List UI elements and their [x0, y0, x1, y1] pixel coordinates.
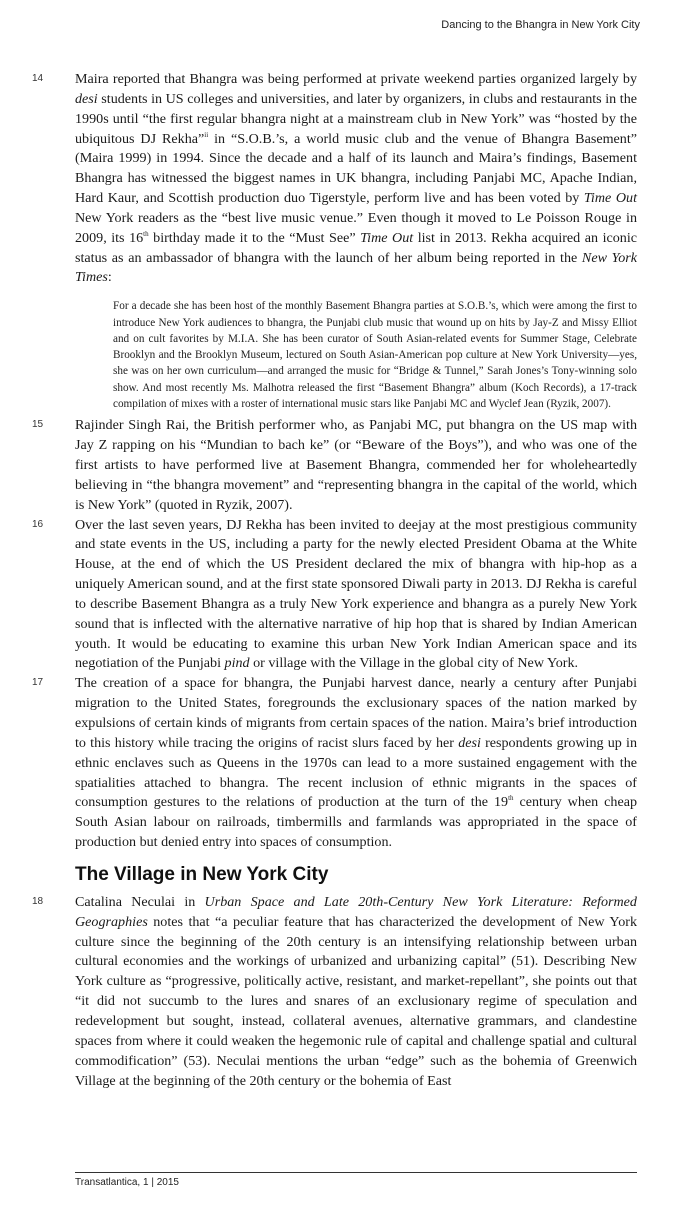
- footer-citation: Transatlantica, 1 | 2015: [75, 1177, 179, 1188]
- paragraph-14: [32, 70, 638, 288]
- page-body: [0, 70, 700, 1091]
- paragraph-15: [32, 416, 637, 515]
- block-quote: For a decade she has been host of the monthly Basement Bhangra parties at S.O.B.’s, which were among the first to introduce New York audiences to bhangra, the Punjabi club music that wound up on hits by Jay-Z and Missy Elliot and on cult favorites by M.I.A. She has been curator of South Asian-related events for Summer Stage, Celebrate Brooklyn and the Brooklyn Museum, lectured on South Asian-American pop culture at New York University—yes, she was on her own curriculum—and arranged the music for “Bridge & Tunnel,” Sarah Jones’s Tony-winning solo show. And most recently Ms. Malhotra released the first “Basement Bhangra” album (Koch Records), a 17-track compilation of mixes with a roster of international music stars like Panjabi MC and Wyclef Jean (Ryzik, 2007).: [113, 300, 637, 411]
- paragraph-text: Over the last seven years, DJ Rekha has been invited to deejay at the most prestigious community and state events in the US, including a party for the newly elected President Obama at the White House, at the end of which the US President declared the mix of bhangra with hip-hop as a uniquely American sound, and at the first state sponsored Diwali party in 2013. DJ Rekha is careful to describe Basement Bhangra as a truly New York experience and bhangra as a purely New York sound that is inflected with the alternative narrative of hip hop that is shared by Indian American youth. It would be educating to examine this urban New York Indian American space and its negotiation of the Punjabi pind or village with the Village in the global city of New York.: [75, 516, 637, 672]
- paragraph-number: 14: [32, 73, 44, 84]
- paragraph-text: Catalina Neculai in Urban Space and Late 20th-Century New York Literature: Reformed Geographies notes that “a peculiar feature that has characterized the development of New York culture since the beginning of the 20th century is an intensifying relationship between urban cultural economies and the workings of urbanized and urbanizing capital” (51). Describing New York culture as “progressive, politically active, resistant, and market-repellant”, she points out that “it did not succumb to the lures and snares of an exclusionary regime of speculation and redevelopment but sought, instead, collateral avenues, alternative grammars, and clandestine spaces from where it could weaken the hegemonic rule of capital and challenge spatial and cultural commodification” (53). Neculai mentions the urban “edge” such as the bohemia of Greenwich Village at the beginning of the 20th century or the bohemia of East: [75, 893, 637, 1089]
- paragraph-number: 16: [32, 518, 44, 530]
- paragraph-number: 18: [32, 895, 44, 907]
- paragraph-17: [32, 674, 638, 853]
- section-heading: The Village in New York City: [75, 863, 329, 885]
- paragraph-16: [32, 516, 637, 675]
- paragraph-text: Rajinder Singh Rai, the British performer who, as Panjabi MC, put bhangra on the US map with Jay Z rapping on his “Mundian to bach ke” (or “Beware of the Boys”), and who was one of the first artists to have performed live at Basement Bhangra, commended her for wholeheartedly believing in “the bhangra movement” and “representing bhangra in the capital of the world, which is New York” (quoted in Ryzik, 2007).: [75, 417, 637, 513]
- paragraph-number: 17: [32, 677, 44, 689]
- paragraph-text: Maira reported that Bhangra was being performed at private weekend parties organized largely by desi students in US colleges and universities, and later by organizers, in clubs and restaurants in the 1990s until “the first regular bhangra night at a mainstream club in New York” was “hosted by the ubiquitous DJ Rekha”$^{ii}$ in “S.O.B.’s, a world music club and the venue of Bhangra Basement” (Maira 1999) in 1994. Since the decade and a half of its launch and Maira’s findings, Basement Bhangra has witnessed the biggest names in UK bhangra, including Panjabi MC, Apache Indian, Hard Kaur, and Scottish production duo Tigerstyle, perform live and has been voted by Time Out New York readers as the “best live music venue.” Even though it moved to Le Poisson Rouge in 2009, its 16th birthday made it to the “Must See” Time Out list in 2013. Rekha acquired an iconic status as an ambassador of bhangra with the launch of her album being reported in the New York Times:: [75, 71, 638, 286]
- running-head-title: Dancing to the Bhangra in New York City: [441, 19, 640, 31]
- endnote-ref[interactable]: ii: [204, 130, 209, 139]
- paragraph-number: 15: [32, 419, 44, 431]
- paragraph-text: The creation of a space for bhangra, the Punjabi harvest dance, nearly a century after Punjabi migration to the United States, foregrounds the exclusionary spaces of the nation marked by expulsions of certain kinds of migrants from certain spaces of the nation. Maira’s brief introduction to this history while tracing the origins of racist slurs faced by her desi respondents growing up in ethnic enclaves such as Queens in the 1970s can lead to a more sustained engagement with the spatialities attached to bhangra. The recent inclusion of ethnic migrants in the spaces of consumption gestures to the relations of production at the turn of the 19th century when cheap South Asian labour on railroads, timbermills and farmlands was appropriated in the space of production but denied entry into spaces of consumption.: [75, 675, 638, 851]
- footer-divider: [75, 1172, 637, 1173]
- paragraph-18: [32, 893, 637, 1091]
